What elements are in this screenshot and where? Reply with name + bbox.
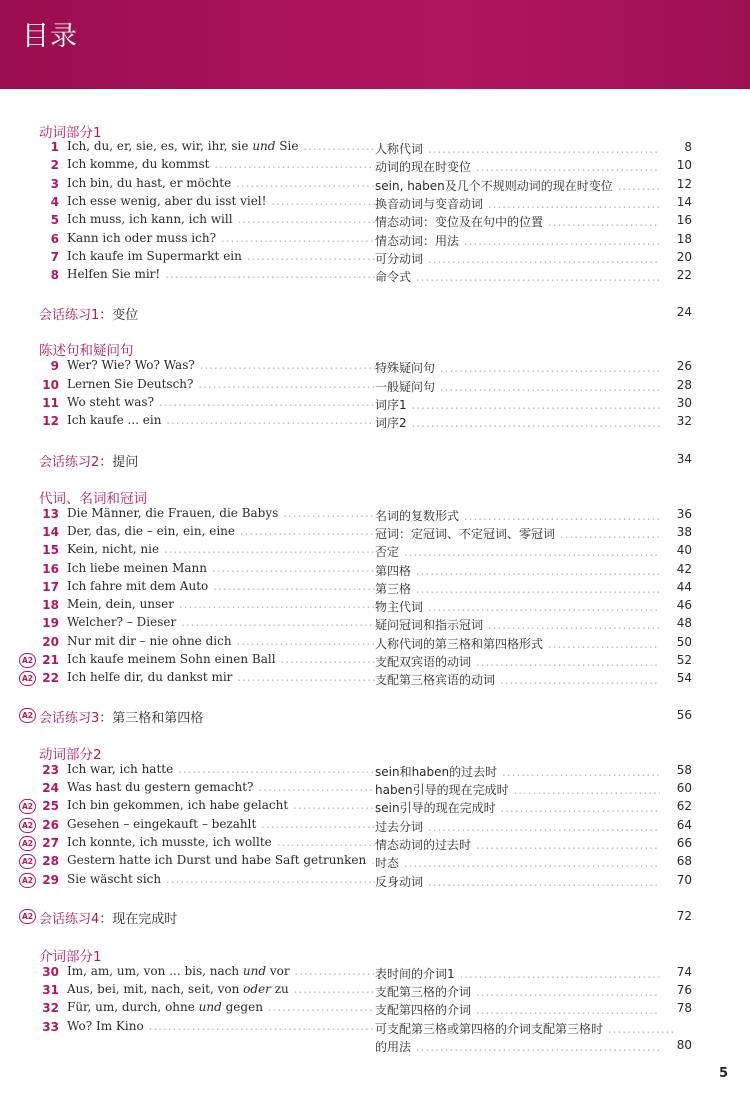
entry-page: 52 bbox=[660, 653, 692, 667]
entry-german: Die Männer, die Frauen, die Babys ..... bbox=[67, 506, 375, 520]
entry-chinese: 人称代词的第三格和第四格形式 ..... bbox=[375, 635, 675, 652]
entry-page: 60 bbox=[660, 781, 692, 795]
entry-number: 17 bbox=[42, 580, 59, 594]
toc-entry[interactable] bbox=[0, 413, 750, 431]
toc-entry[interactable] bbox=[0, 524, 750, 542]
entry-number: 29 bbox=[42, 873, 59, 887]
entry-chinese: 时态 ..... bbox=[375, 854, 675, 871]
entry-number: 27 bbox=[42, 836, 59, 850]
entry-number: 2 bbox=[50, 158, 59, 172]
entry-number: 32 bbox=[42, 1001, 59, 1015]
entry-number: 1 bbox=[50, 140, 59, 154]
entry-german: Wo steht was? ..... bbox=[67, 395, 375, 409]
entry-chinese: 特殊疑问句 ..... bbox=[375, 359, 675, 376]
toc-entry[interactable] bbox=[0, 579, 750, 597]
entry-chinese: sein引导的现在完成时 ..... bbox=[375, 799, 675, 816]
entry-chinese: 词序1 ..... bbox=[375, 396, 675, 413]
section-title: 动词部分2 bbox=[39, 747, 102, 763]
entry-chinese: 支配第四格的介词 ..... bbox=[375, 1001, 675, 1018]
entry-page: 42 bbox=[660, 562, 692, 576]
entry-page: 46 bbox=[660, 598, 692, 612]
conversation-label: 会话练习3 bbox=[39, 711, 100, 726]
entry-number: 31 bbox=[42, 983, 59, 997]
entry-number: 13 bbox=[42, 507, 59, 521]
entry-number: 18 bbox=[42, 598, 59, 612]
section-title: 介词部分1 bbox=[39, 949, 102, 965]
a2-level-badge: A2 bbox=[19, 818, 36, 833]
toc-entry[interactable] bbox=[0, 194, 750, 212]
entry-chinese: 冠词：定冠词、不定冠词、零冠词 ..... bbox=[375, 525, 675, 542]
toc-entry[interactable] bbox=[0, 358, 750, 376]
entry-chinese: sein, haben及几个不规则动词的现在时变位 ..... bbox=[375, 177, 675, 194]
entry-chinese: 动词的现在时变位 ..... bbox=[375, 158, 675, 175]
entry-chinese: 的用法 ..... bbox=[375, 1038, 675, 1055]
conversation-topic: ：提问 bbox=[99, 455, 139, 470]
toc-entry[interactable] bbox=[0, 780, 750, 798]
entry-german: Ich, du, er, sie, es, wir, ihr, sie und Sie ..... bbox=[67, 139, 375, 153]
entry-number: 20 bbox=[42, 635, 59, 649]
entry-chinese: 情态动词：用法 ..... bbox=[375, 232, 675, 249]
conversation-topic: ：第三格和第四格 bbox=[99, 711, 204, 726]
toc-entry[interactable] bbox=[0, 634, 750, 652]
entry-german: Ich war, ich hatte ..... bbox=[67, 762, 375, 776]
entry-page: 16 bbox=[660, 213, 692, 227]
entry-number: 23 bbox=[42, 763, 59, 777]
entry-german: Ich kaufe im Supermarkt ein ..... bbox=[67, 249, 375, 263]
entry-german: Wer? Wie? Wo? Was? ..... bbox=[67, 358, 375, 372]
entry-chinese: 命令式 ..... bbox=[375, 268, 675, 285]
conversation-entry[interactable] bbox=[0, 304, 750, 322]
entry-page: 32 bbox=[660, 414, 692, 428]
entry-german: Im, am, um, von ... bis, nach und vor ..... bbox=[67, 964, 375, 978]
a2-level-badge: A2 bbox=[19, 671, 36, 686]
entry-page: 18 bbox=[660, 232, 692, 246]
toc-entry[interactable] bbox=[0, 872, 750, 890]
entry-page: 28 bbox=[660, 378, 692, 392]
entry-number: 16 bbox=[42, 562, 59, 576]
entry-number: 10 bbox=[42, 378, 59, 392]
conversation-entry[interactable] bbox=[0, 451, 750, 469]
toc-entry[interactable] bbox=[0, 212, 750, 230]
entry-page: 30 bbox=[660, 396, 692, 410]
entry-page: 48 bbox=[660, 616, 692, 630]
entry-number: 19 bbox=[42, 616, 59, 630]
entry-chinese: 情态动词：变位及在句中的位置 ..... bbox=[375, 213, 675, 230]
entry-page: 12 bbox=[660, 177, 692, 191]
entry-page: 64 bbox=[660, 818, 692, 832]
conversation-label: 会话练习4 bbox=[39, 912, 100, 927]
section-title: 动词部分1 bbox=[39, 125, 102, 141]
entry-chinese: 支配双宾语的动词 ..... bbox=[375, 653, 675, 670]
entry-chinese: 第四格 ..... bbox=[375, 562, 675, 579]
entry-page: 8 bbox=[660, 140, 692, 154]
entry-chinese: 疑问冠词和指示冠词 ..... bbox=[375, 616, 675, 633]
a2-level-badge: A2 bbox=[19, 909, 36, 924]
entry-german: Helfen Sie mir! ..... bbox=[67, 267, 375, 281]
entry-number: 22 bbox=[42, 671, 59, 685]
a2-level-badge: A2 bbox=[19, 836, 36, 851]
entry-page: 10 bbox=[660, 158, 692, 172]
entry-page: 26 bbox=[660, 359, 692, 373]
entry-number: 12 bbox=[42, 414, 59, 428]
toc-entry[interactable] bbox=[0, 1019, 750, 1037]
entry-page: 70 bbox=[660, 873, 692, 887]
entry-german: Gestern hatte ich Durst und habe Saft getrunken ..... bbox=[67, 853, 375, 867]
a2-level-badge: A2 bbox=[19, 873, 36, 888]
entry-chinese: 换音动词与变音动词 ..... bbox=[375, 195, 675, 212]
entry-german: Wo? Im Kino ..... bbox=[67, 1019, 375, 1033]
entry-number: 21 bbox=[42, 653, 59, 667]
a2-level-badge: A2 bbox=[19, 653, 36, 668]
entry-german: Ich muss, ich kann, ich will ..... bbox=[67, 212, 375, 226]
entry-german: Ich bin gekommen, ich habe gelacht ..... bbox=[67, 798, 375, 812]
entry-german: Ich konnte, ich musste, ich wollte ..... bbox=[67, 835, 375, 849]
entry-page: 14 bbox=[660, 195, 692, 209]
conversation-entry[interactable] bbox=[0, 707, 750, 725]
entry-chinese: haben引导的现在完成时 ..... bbox=[375, 781, 675, 798]
entry-page: 40 bbox=[660, 543, 692, 557]
entry-german: Kann ich oder muss ich? ..... bbox=[67, 231, 375, 245]
entry-number: 6 bbox=[50, 232, 59, 246]
toc-entry[interactable] bbox=[0, 377, 750, 395]
entry-german: Was hast du gestern gemacht? ..... bbox=[67, 780, 375, 794]
toc-entry[interactable] bbox=[0, 395, 750, 413]
entry-chinese: sein和haben的过去时 ..... bbox=[375, 763, 675, 780]
toc-entry[interactable] bbox=[0, 176, 750, 194]
entry-page: 66 bbox=[660, 836, 692, 850]
entry-german: Der, das, die – ein, ein, eine ..... bbox=[67, 524, 375, 538]
section-title: 代词、名词和冠词 bbox=[39, 491, 147, 507]
entry-german: Sie wäscht sich ..... bbox=[67, 872, 375, 886]
entry-chinese: 否定 ..... bbox=[375, 543, 675, 560]
entry-page: 20 bbox=[660, 250, 692, 264]
entry-page: 50 bbox=[660, 635, 692, 649]
entry-chinese: 名词的复数形式 ..... bbox=[375, 507, 675, 524]
page-title: 目录 bbox=[22, 21, 78, 52]
toc-entry[interactable] bbox=[0, 157, 750, 175]
entry-page: 58 bbox=[660, 763, 692, 777]
entry-number: 14 bbox=[42, 525, 59, 539]
entry-page: 34 bbox=[660, 452, 692, 466]
entry-chinese: 人称代词 ..... bbox=[375, 140, 675, 157]
entry-german: Welcher? – Dieser ..... bbox=[67, 615, 375, 629]
toc-entry[interactable] bbox=[0, 267, 750, 285]
toc-entry[interactable] bbox=[0, 542, 750, 560]
toc-entry-continuation[interactable] bbox=[0, 1037, 750, 1055]
entry-german: Ich fahre mit dem Auto ..... bbox=[67, 579, 375, 593]
header-banner bbox=[0, 0, 750, 89]
entry-page: 68 bbox=[660, 854, 692, 868]
toc-entry[interactable] bbox=[0, 561, 750, 579]
entry-chinese: 一般疑问句 ..... bbox=[375, 378, 675, 395]
toc-entry[interactable] bbox=[0, 670, 750, 688]
page-number: 5 bbox=[718, 1066, 728, 1081]
conversation-entry[interactable] bbox=[0, 908, 750, 926]
entry-number: 33 bbox=[42, 1020, 59, 1034]
entry-number: 30 bbox=[42, 965, 59, 979]
entry-number: 3 bbox=[50, 177, 59, 191]
conversation-label: 会话练习2 bbox=[39, 455, 100, 470]
section-title: 陈述句和疑问句 bbox=[39, 343, 134, 359]
conversation-topic: ：变位 bbox=[99, 308, 139, 323]
toc-entry[interactable] bbox=[0, 762, 750, 780]
entry-chinese: 反身动词 ..... bbox=[375, 873, 675, 890]
entry-page: 24 bbox=[660, 305, 692, 319]
entry-number: 28 bbox=[42, 854, 59, 868]
toc-entry[interactable] bbox=[0, 835, 750, 853]
entry-number: 8 bbox=[50, 268, 59, 282]
entry-chinese: 第三格 ..... bbox=[375, 580, 675, 597]
toc-entry[interactable] bbox=[0, 231, 750, 249]
entry-page: 38 bbox=[660, 525, 692, 539]
entry-german: Ich liebe meinen Mann ..... bbox=[67, 561, 375, 575]
entry-page: 54 bbox=[660, 671, 692, 685]
entry-german: Ich kaufe ... ein ..... bbox=[67, 413, 375, 427]
entry-german: Kein, nicht, nie ..... bbox=[67, 542, 375, 556]
a2-level-badge: A2 bbox=[19, 799, 36, 814]
toc-entry[interactable] bbox=[0, 982, 750, 1000]
toc-entry[interactable] bbox=[0, 506, 750, 524]
entry-page: 22 bbox=[660, 268, 692, 282]
toc-entry[interactable] bbox=[0, 249, 750, 267]
entry-page: 74 bbox=[660, 965, 692, 979]
entry-german: Ich bin, du hast, er möchte ..... bbox=[67, 176, 375, 190]
entry-page: 44 bbox=[660, 580, 692, 594]
toc-entry[interactable] bbox=[0, 615, 750, 633]
entry-number: 11 bbox=[42, 396, 59, 410]
toc-entry[interactable] bbox=[0, 817, 750, 835]
conversation-label: 会话练习1 bbox=[39, 308, 100, 323]
entry-number: 4 bbox=[50, 195, 59, 209]
entry-german: Mein, dein, unser ..... bbox=[67, 597, 375, 611]
entry-number: 24 bbox=[42, 781, 59, 795]
entry-german: Ich kaufe meinem Sohn einen Ball ..... bbox=[67, 652, 375, 666]
entry-chinese: 支配第三格宾语的动词 ..... bbox=[375, 671, 675, 688]
entry-german: Ich helfe dir, du dankst mir ..... bbox=[67, 670, 375, 684]
entry-number: 9 bbox=[50, 359, 59, 373]
entry-chinese: 过去分词 ..... bbox=[375, 818, 675, 835]
entry-chinese: 表时间的介词1 ..... bbox=[375, 965, 675, 982]
entry-chinese: 可支配第三格或第四格的介词支配第三格时 ..... bbox=[375, 1020, 675, 1037]
entry-number: 15 bbox=[42, 543, 59, 557]
entry-german: Ich komme, du kommst ..... bbox=[67, 157, 375, 171]
entry-page: 76 bbox=[660, 983, 692, 997]
a2-level-badge: A2 bbox=[19, 708, 36, 723]
entry-chinese: 支配第三格的介词 ..... bbox=[375, 983, 675, 1000]
entry-german: Aus, bei, mit, nach, seit, von oder zu ..... bbox=[67, 982, 375, 996]
entry-chinese: 物主代词 ..... bbox=[375, 598, 675, 615]
a2-level-badge: A2 bbox=[19, 854, 36, 869]
entry-page: 56 bbox=[660, 708, 692, 722]
entry-german: Gesehen – eingekauft – bezahlt ..... bbox=[67, 817, 375, 831]
entry-german: Für, um, durch, ohne und gegen ..... bbox=[67, 1000, 375, 1014]
entry-german: Nur mit dir – nie ohne dich ..... bbox=[67, 634, 375, 648]
toc-entry[interactable] bbox=[0, 1000, 750, 1018]
toc-entry[interactable] bbox=[0, 597, 750, 615]
toc-entry[interactable] bbox=[0, 798, 750, 816]
entry-number: 5 bbox=[50, 213, 59, 227]
entry-chinese: 情态动词的过去时 ..... bbox=[375, 836, 675, 853]
entry-page: 78 bbox=[660, 1001, 692, 1015]
entry-german: Lernen Sie Deutsch? ..... bbox=[67, 377, 375, 391]
entry-number: 25 bbox=[42, 799, 59, 813]
conversation-topic: ：现在完成时 bbox=[99, 912, 178, 927]
entry-chinese: 可分动词 ..... bbox=[375, 250, 675, 267]
toc-entry[interactable] bbox=[0, 853, 750, 871]
entry-number: 26 bbox=[42, 818, 59, 832]
toc-entry[interactable] bbox=[0, 964, 750, 982]
entry-chinese: 词序2 ..... bbox=[375, 414, 675, 431]
entry-number: 7 bbox=[50, 250, 59, 264]
entry-page: 36 bbox=[660, 507, 692, 521]
entry-page: 62 bbox=[660, 799, 692, 813]
entry-page: 80 bbox=[660, 1038, 692, 1052]
toc-entry[interactable] bbox=[0, 652, 750, 670]
toc-entry[interactable] bbox=[0, 139, 750, 157]
entry-german: Ich esse wenig, aber du isst viel! ..... bbox=[67, 194, 375, 208]
entry-page: 72 bbox=[660, 909, 692, 923]
